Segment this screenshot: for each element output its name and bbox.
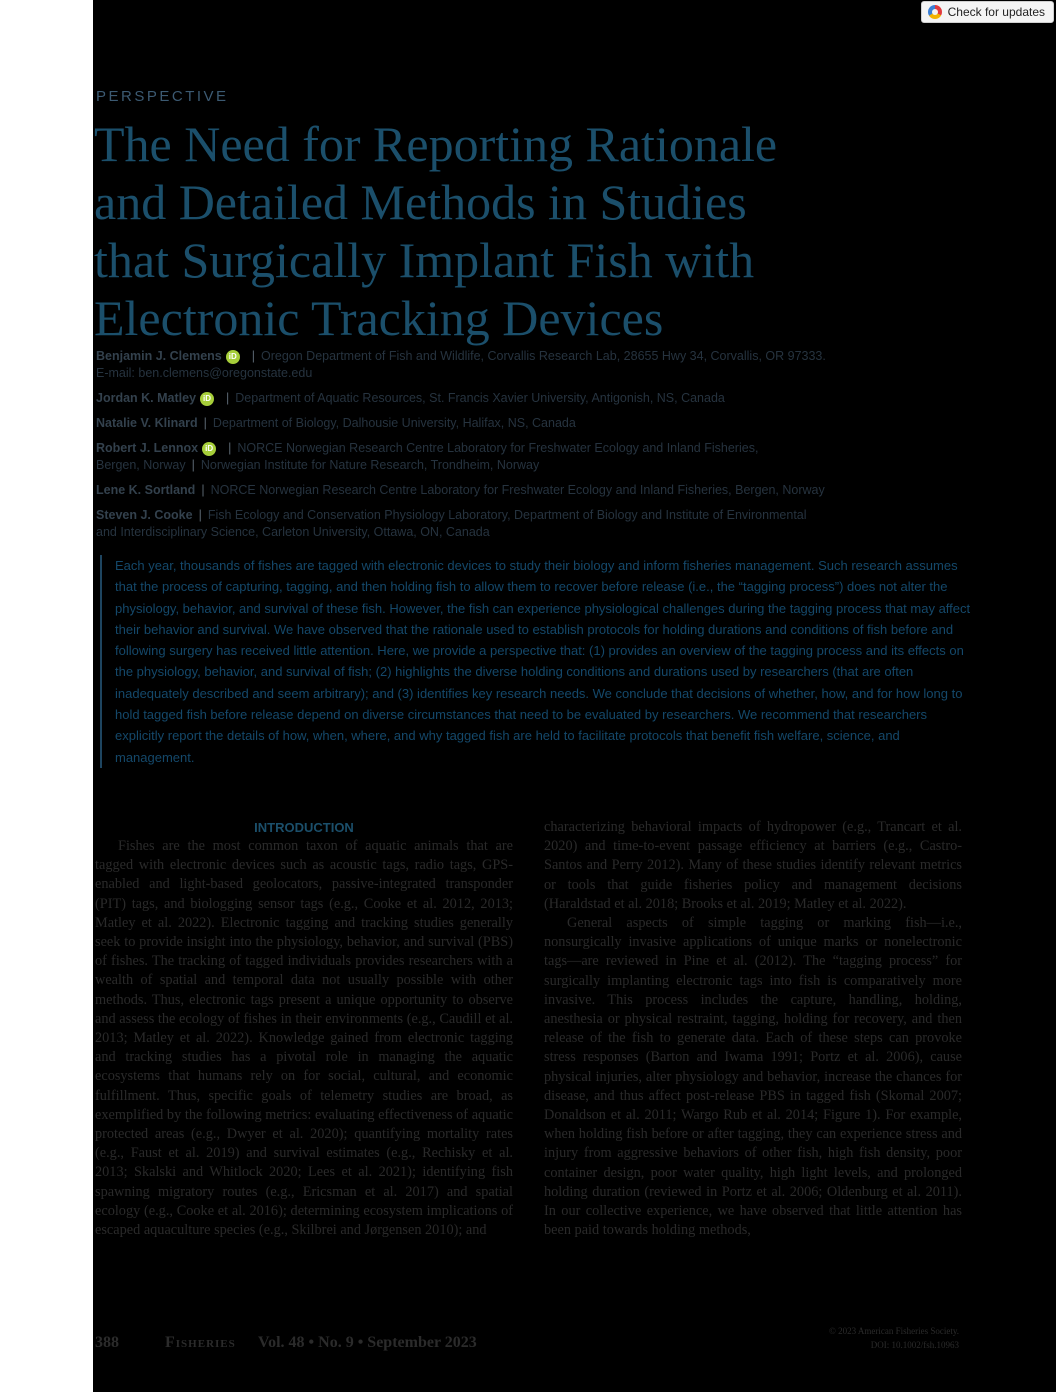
author-name: Benjamin J. Clemens [96, 349, 222, 363]
author-name: Natalie V. Klinard [96, 416, 198, 430]
title-line: Electronic Tracking Devices [94, 290, 664, 346]
abstract: Each year, thousands of fishes are tagged with electronic devices to study their biology and inform fisheries management. Such research assumes that the process of capturing, tagging, and then holding fish to allow them to recover before release (i.e., the “tagging process”) does not alter the physiology, behavior, and survival of these fish. However, the fish can experience physiological challenges during the tagging process that may affect their behavior and survival. We have observed that the rationale used to establish protocols for holding durations and conditions of fish before and following surgery has received little attention. Here, we provide a perspective that: (1) provides an overview of the tagging process and its effects on the physiology, behavior, and survival of fish; (2) highlights the diverse holding conditions and durations used by researchers (that are often inadequately described and seem arbitrary); and (3) identifies key research needs. We conclude that decisions of whether, how, and for how long to hold tagged fish before release depend on diverse circumstances that need to be evaluated by researchers. We recommend that researchers explicitly report the details of how, when, where, and why tagged fish are held to facilitate protocols that benefit fish welfare, science, and management. [100, 555, 975, 768]
author-entry [96, 482, 966, 499]
check-for-updates-label: Check for updates [947, 5, 1045, 19]
left-margin [0, 0, 93, 1392]
body-paragraph: General aspects of simple tagging or marking fish—i.e., nonsurgically invasive applications of unique marks or nonelectronic tags—are reviewed in Pine et al. (2012). The “tagging process” for surgically implanting electronic tags into fish is comparatively more invasive. This process includes the capture, handling, holding, anesthesia or physical restraint, tagging, holding for recovery, and then release of the fish to generate data. Each of these steps can provoke stress responses (Barton and Iwama 1991; Portz et al. 2006), cause physical injuries, alter physiology and behavior, increase the chances for disease, and thus affect post-release PBS in tagged fish (Skomal 2007; Donaldson et al. 2011; Wargo Rub et al. 2014; Figure 1). For example, when holding fish before or after tagging, they can experience stress and injury from aggressive behaviors of other fish, high fish density, poor container design, poor water quality, high light levels, and prolonged holding duration (reviewed in Portz et al. 2006; Oldenburg et al. 2011). In our collective experience, we have observed that little attention has been paid towards holding methods, [544, 915, 962, 1239]
author-email[interactable]: E-mail: ben.clemens@oregonstate.edu [96, 366, 313, 380]
separator: | [201, 483, 205, 497]
journal-name: Fisheries [165, 1334, 236, 1351]
copyright-notice: © 2023 American Fisheries Society. [829, 1326, 959, 1336]
author-name: Jordan K. Matley [96, 391, 197, 405]
title-line: and Detailed Methods in Studies [94, 174, 747, 230]
page-footer [95, 1326, 965, 1356]
page-number: 388 [95, 1334, 119, 1351]
separator: | [198, 508, 202, 522]
author-entry [96, 390, 966, 407]
check-for-updates-button[interactable] [921, 1, 1054, 23]
separator: | [228, 441, 232, 455]
author-affiliation: NORCE Norwegian Research Centre Laboratory for Freshwater Ecology and Inland Fisheries, [237, 441, 759, 455]
separator: | [226, 391, 230, 405]
author-affiliation: NORCE Norwegian Research Centre Laboratory for Freshwater Ecology and Inland Fisheries, Bergen, Norway [210, 483, 825, 497]
article-type: PERSPECTIVE [96, 88, 229, 105]
doi-link[interactable]: DOI: 10.1002/fsh.10963 [870, 1340, 959, 1350]
author-affiliation: Department of Biology, Dalhousie University, Halifax, NS, Canada [212, 416, 576, 430]
issue-info: Vol. 48 • No. 9 • September 2023 [258, 1334, 477, 1351]
author-entry [96, 348, 966, 382]
author-name: Lene K. Sortland [96, 483, 196, 497]
author-name: Robert J. Lennox [96, 441, 199, 455]
crossmark-icon [928, 5, 942, 19]
orcid-icon[interactable]: iD [202, 442, 216, 456]
title-line: that Surgically Implant Fish with [94, 232, 755, 288]
author-affiliation-cont: and Interdisciplinary Science, Carleton University, Ottawa, ON, Canada [96, 525, 490, 539]
body-paragraph: characterizing behavioral impacts of hydropower (e.g., Trancart et al. 2020) and time-to-event passage efficiency at barriers (e.g., Castro-Santos and Perry 2012). Many of these studies identify relevant metrics or tools that guide fisheries policy and management decisions (Haraldstad et al. 2018; Brooks et al. 2019; Matley et al. 2022). [544, 819, 962, 912]
author-affiliation: Department of Aquatic Resources, St. Francis Xavier University, Antigonish, NS, Canada [235, 391, 725, 405]
author-affiliation-2: Norwegian Institute for Nature Research, Trondheim, Norway [200, 458, 540, 472]
author-affiliation-cont: Bergen, Norway [96, 458, 186, 472]
title-line: The Need for Reporting Rationale [94, 116, 778, 172]
author-name: Steven J. Cooke [96, 508, 193, 522]
author-entry [96, 440, 966, 474]
orcid-icon[interactable]: iD [226, 350, 240, 364]
section-heading: INTRODUCTION [254, 820, 354, 835]
body-column-right [544, 818, 962, 1240]
author-entry [96, 415, 966, 432]
separator: | [191, 458, 195, 472]
author-affiliation: Fish Ecology and Conservation Physiology Laboratory, Department of Biology and Institute of Environmental [207, 508, 807, 522]
body-column-left [95, 818, 513, 1240]
article-page [93, 0, 1056, 1392]
orcid-icon[interactable]: iD [200, 392, 214, 406]
author-entry [96, 507, 966, 541]
separator: | [251, 349, 255, 363]
body-paragraph: Fishes are the most common taxon of aquatic animals that are tagged with electronic devices such as acoustic tags, radio tags, GPS-enabled and light-based geolocators, passive-integrated transponder (PIT) tags, and biologging sensor tags (e.g., Cooke et al. 2012, 2013; Matley et al. 2022). Electronic tagging and tracking studies generally seek to provide insight into the physiology, behavior, and survival (PBS) of fishes. The tracking of tagged individuals provides researchers with a wealth of spatial and temporal data not usually possible with other methods. Thus, electronic tags present a unique opportunity to observe and assess the ecology of fishes in their environments (e.g., Caudill et al. 2013; Matley et al. 2022). Knowledge gained from electronic tagging and tracking studies has a pivotal role in managing the aquatic ecosystems that humans rely on for social, cultural, and economic fulfillment. Thus, specific goals of telemetry studies are broad, as exemplified by the following metrics: evaluating effectiveness of aquatic protected areas (e.g., Dwyer et al. 2020); quantifying mortality rates (e.g., Faust et al. 2019) and survival estimates (e.g., Rechisky et al. 2013; Skalski and Whitlock 2020; Lees et al. 2021); identifying fish spawning migratory routes (e.g., Ericsman et al. 2017) and spatial ecology (e.g., Cooke et al. 2016); determining ecosystem implications of escaped aquaculture species (e.g., Skilbrei and Jørgensen 2010); and [95, 838, 513, 1239]
separator: | [203, 416, 207, 430]
author-affiliation: Oregon Department of Fish and Wildlife, Corvallis Research Lab, 28655 Hwy 34, Corvallis, OR 97333. [261, 349, 826, 363]
author-list [96, 348, 966, 549]
article-title [94, 115, 974, 347]
